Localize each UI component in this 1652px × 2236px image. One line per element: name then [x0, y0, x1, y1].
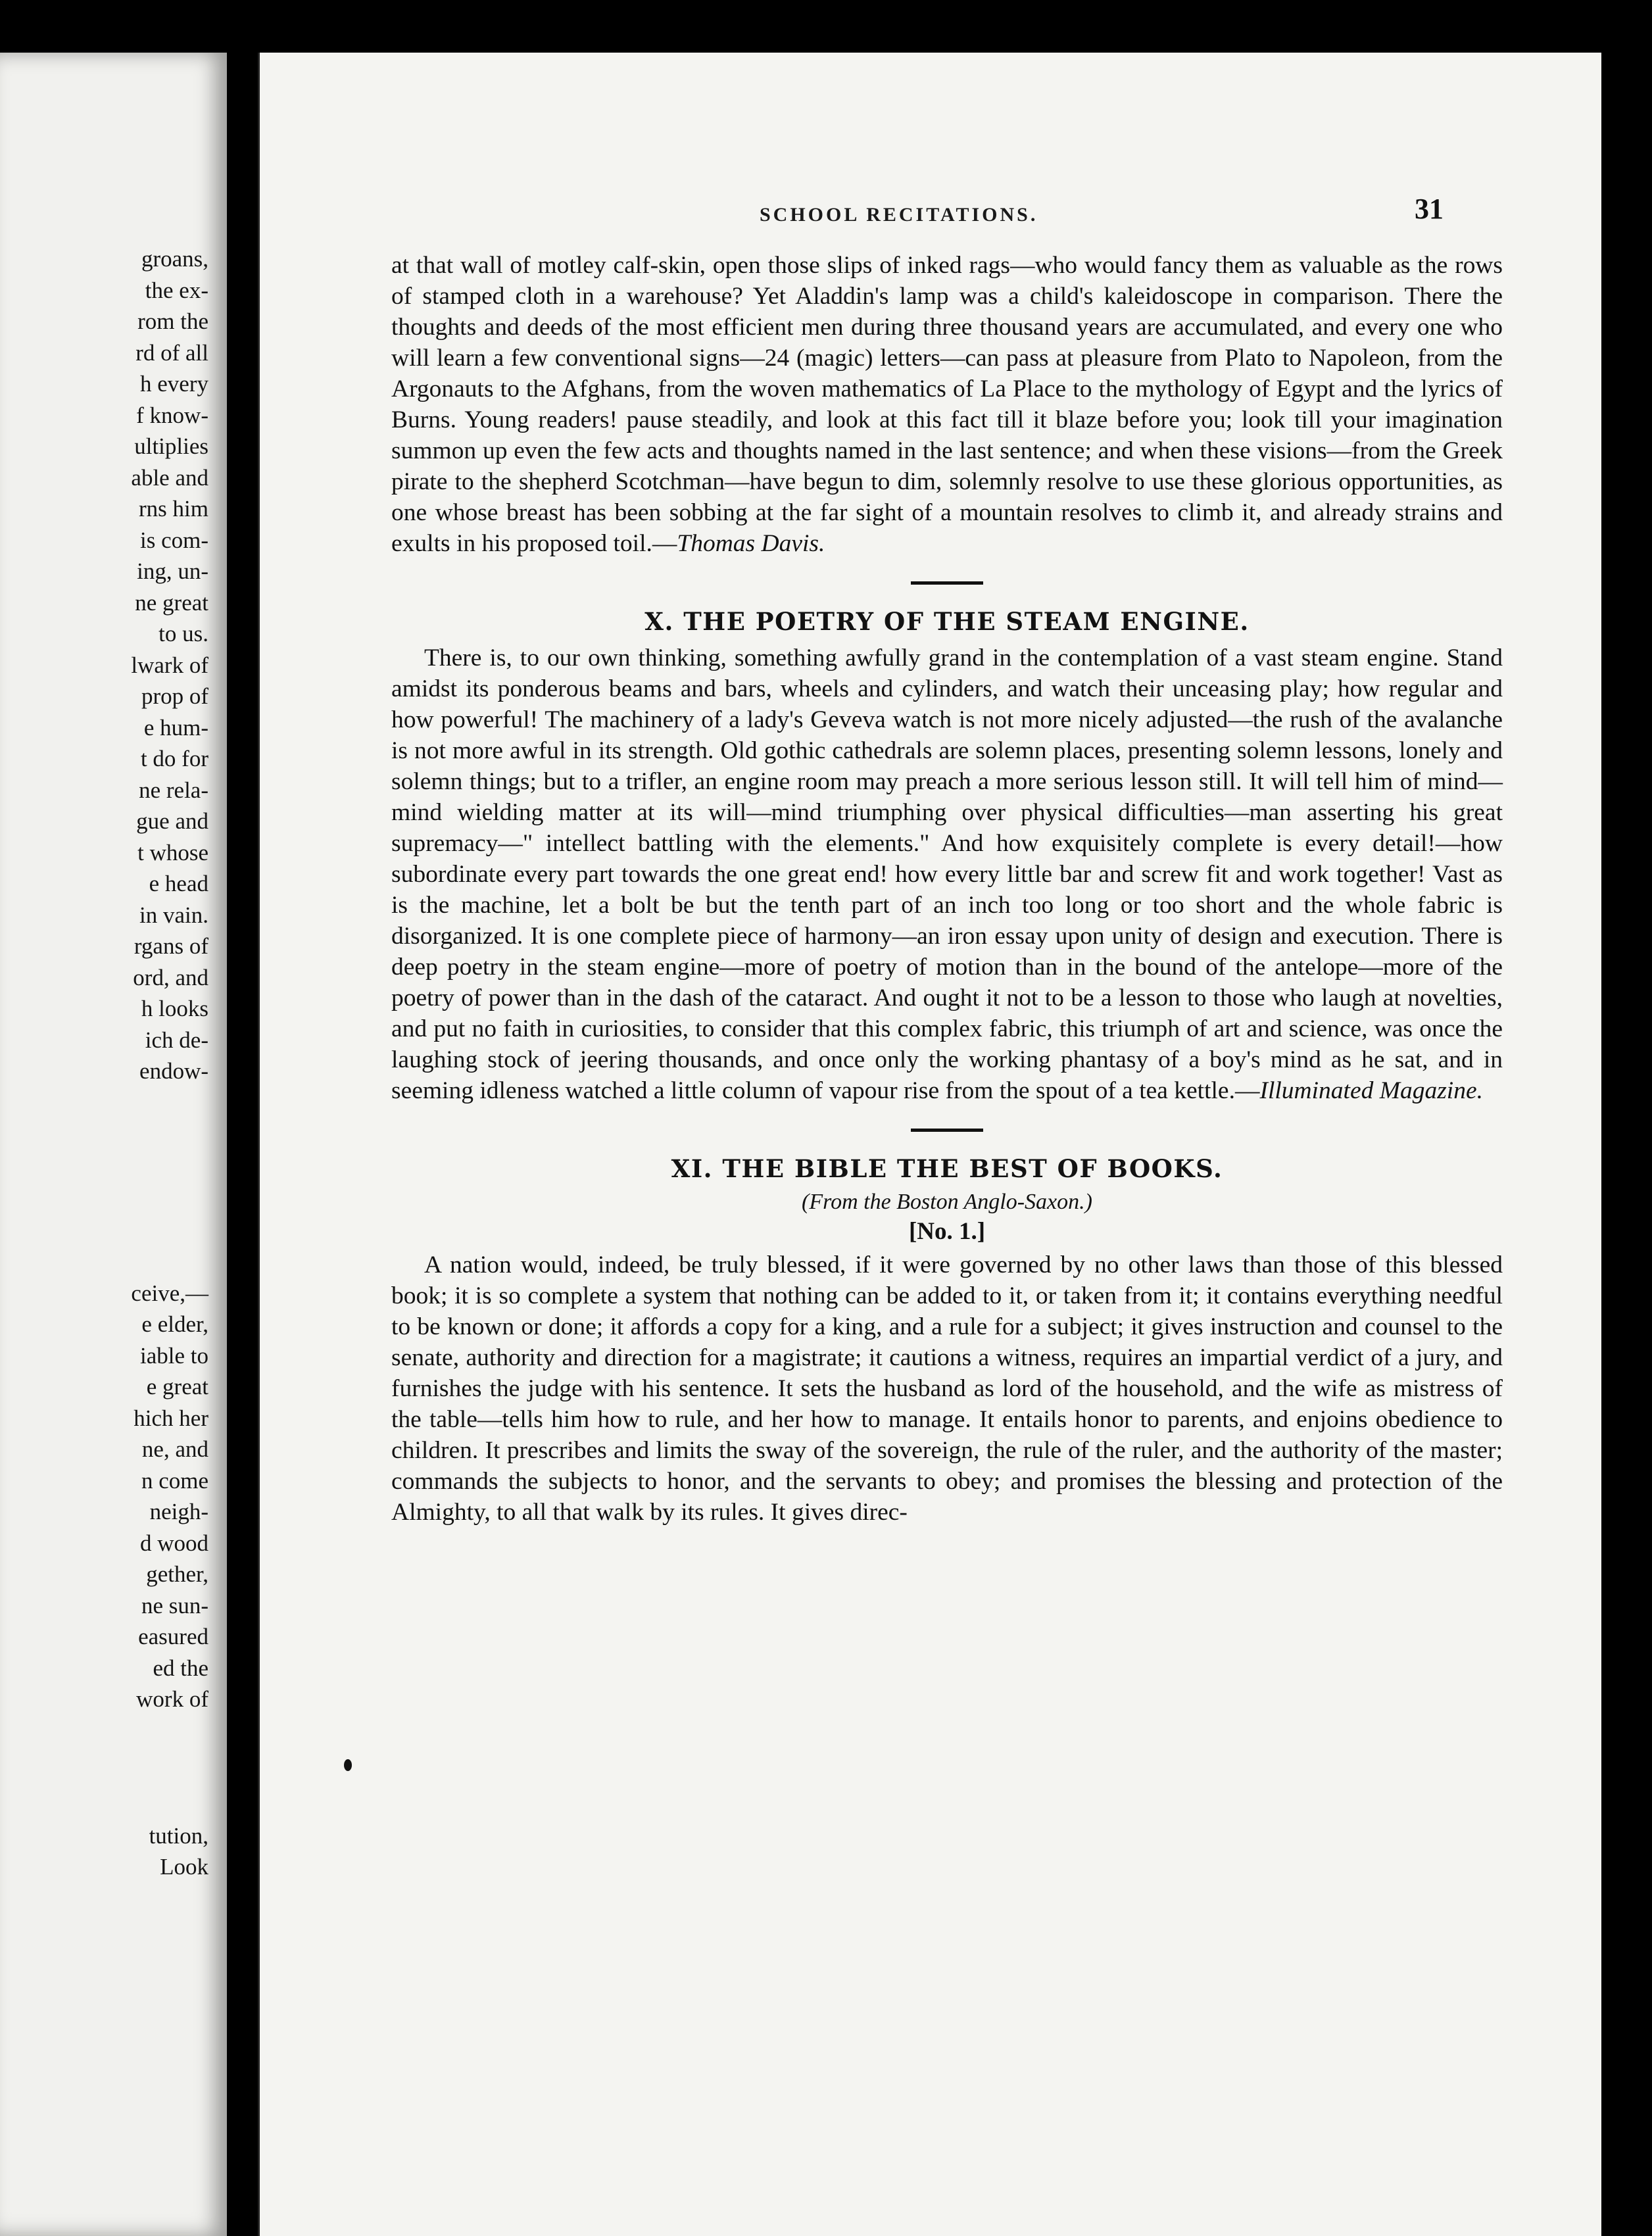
left-line: rd of all	[135, 339, 208, 366]
left-line: endow-	[139, 1058, 208, 1084]
left-line: e great	[146, 1374, 208, 1399]
section-divider	[911, 581, 983, 585]
section-x-attribution: Illuminated Magazine.	[1259, 1077, 1483, 1104]
left-line: to us.	[158, 621, 208, 646]
left-line: rns him	[139, 496, 208, 522]
left-line: ceive,—	[131, 1280, 208, 1306]
left-line: ed the	[153, 1655, 208, 1681]
section-ix-continuation	[391, 250, 1503, 559]
left-gap	[131, 1715, 208, 1820]
section-x-body	[391, 643, 1503, 1106]
left-line: ne sun-	[141, 1592, 208, 1618]
left-line: d wood	[139, 1530, 208, 1556]
left-line: t whose	[137, 839, 208, 865]
left-line: ne great	[135, 589, 208, 616]
left-line: neigh-	[149, 1499, 208, 1524]
left-line: in vain.	[139, 902, 208, 928]
left-line: rgans of	[134, 933, 208, 959]
left-line: is com-	[139, 527, 208, 553]
left-line: lwark of	[131, 652, 208, 678]
left-line: ne, and	[141, 1436, 208, 1462]
section-xi-source: (From the Boston Anglo-Saxon.)	[802, 1190, 1092, 1214]
left-line: groans,	[141, 246, 208, 272]
page-number: 31	[1415, 193, 1444, 225]
left-line: able and	[131, 464, 208, 491]
left-line: tution,	[149, 1822, 208, 1849]
section-xi-heading: XI. THE BIBLE THE BEST OF BOOKS.	[671, 1154, 1223, 1183]
left-line: ultiplies	[134, 433, 208, 459]
left-line: the ex-	[145, 277, 208, 303]
running-head: SCHOOL RECITATIONS.	[760, 204, 1038, 226]
left-line: ne rela-	[139, 777, 208, 803]
section-xi-text: A nation would, indeed, be truly blessed, if it were governed by no other laws than those of this blessed book; it is so complete a system that nothing can be added to it, or taken from it; it contains everything needful to be known or done; it affords a copy for a king, and a rule for a subject; it gives instruction and counsel to the senate, authority and direction for a magistrate; it cautions a witness, requires an impartial verdict of a jury, and furnishes the judge with his sentence. It sets the husband as lord of the household, and the wife as mistress of the table—tells him how to rule, and her how to manage. It entails honor to parents, and enjoins obedience to children. It prescribes and limits the sway of the sovereign, the rule of the ruler, and the authority of the master; commands the subjects to honor, and the servants to obey; and promises the blessing and protection of the Almighty, to all that walk by its rules. It gives direc-	[391, 1252, 1503, 1526]
ink-spot	[344, 1759, 352, 1771]
section-x-heading: X. THE POETRY OF THE STEAM ENGINE.	[644, 607, 1250, 636]
left-line: gether,	[146, 1561, 208, 1587]
left-page-text	[131, 243, 208, 1883]
left-line: prop of	[141, 683, 208, 709]
left-line: iable to	[140, 1342, 208, 1369]
left-line: ord, and	[133, 964, 208, 990]
left-line: rom the	[137, 308, 208, 334]
page-content	[391, 250, 1503, 1528]
left-line: h looks	[141, 996, 208, 1021]
section-ix-attribution: Thomas Davis.	[677, 530, 825, 557]
left-line: Look	[160, 1854, 208, 1880]
section-x-text: There is, to our own thinking, something awfully grand in the contemplation of a vast steam engine. Stand amidst its ponderous beams and bars, wheels and cylinders, and watch their unceasing play; how regular and how powerful! The machinery of a lady's Geveva watch is not more nicely adjusted—the rush of the avalanche is not more awful in its strength. Old gothic cathedrals are solemn places, presenting solemn lessons, lonely and solemn things; but to a trifler, an engine room may preach a more serious lesson still. It will tell him of mind—mind wielding matter at its will—mind triumphing over physical difficulties—man asserting his great supremacy—" intellect battling with the elements." And how exquisitely complete is every detail!—how subordinate every part towards the one great end! how every little bar and screw fit and work together! Vast as is the machine, let a bolt be but the tenth part of an inch too long or too short and the whole fabric is disorganized. It is one complete piece of harmony—an iron essay upon unity of design and execution. There is deep poetry in the steam engine—more of poetry of motion than in the bound of the antelope—more of the poetry of power than in the dash of the cataract. And ought it not to be a lesson to those who laugh at novelties, and put no faith in curiosities, to consider that this complex fabric, this triumph of art and science, was once the laughing stock of jeering thousands, and once only the working phantasy of a boy's mind as he sat, and in seeming idleness watched a little column of vapour rise from the spout of a tea kettle.—	[391, 644, 1503, 1104]
section-divider	[911, 1129, 983, 1132]
left-line: h every	[140, 371, 208, 397]
left-line: ich de-	[145, 1027, 208, 1053]
left-line: work of	[136, 1686, 208, 1712]
left-line: e hum-	[143, 714, 208, 741]
left-line: easured	[138, 1624, 208, 1649]
section-xi-number: [No. 1.]	[908, 1218, 986, 1245]
left-gap	[131, 1087, 208, 1278]
main-page	[258, 53, 1601, 2236]
left-line: ing, un-	[137, 558, 208, 584]
left-line: n come	[141, 1467, 208, 1494]
left-line: gue and	[136, 808, 208, 834]
left-facing-page	[0, 53, 227, 2236]
left-line: f know-	[136, 402, 208, 428]
section-ix-text: at that wall of motley calf-skin, open those slips of inked rags—who would fancy them as valuable as the rows of stamped cloth in a warehouse? Yet Aladdin's lamp was a child's kaleidoscope in comparison. There the thoughts and deeds of the most efficient men during three thousand years are accumulated, and every one who will learn a few conventional signs—24 (magic) letters—can pass at pleasure from Plato to Napoleon, from the Argonauts to the Afghans, from the woven mathematics of La Place to the mythology of Egypt and the lyrics of Burns. Young readers! pause steadily, and look at this fact till it blaze before you; look till your imagination summon up even the few acts and thoughts named in the last sentence; and when these visions—from the Greek pirate to the shepherd Scotchman—have begun to dim, solemnly resolve to use these glorious opportunities, as one whose breast has been sobbing at the far sight of a mountain resolves to climb it, and already strains and exults in his proposed toil.—	[391, 252, 1503, 557]
left-line: hich her	[134, 1405, 208, 1431]
left-line: e head	[149, 871, 208, 896]
left-line: e elder,	[141, 1311, 208, 1337]
left-line: t do for	[140, 746, 208, 771]
